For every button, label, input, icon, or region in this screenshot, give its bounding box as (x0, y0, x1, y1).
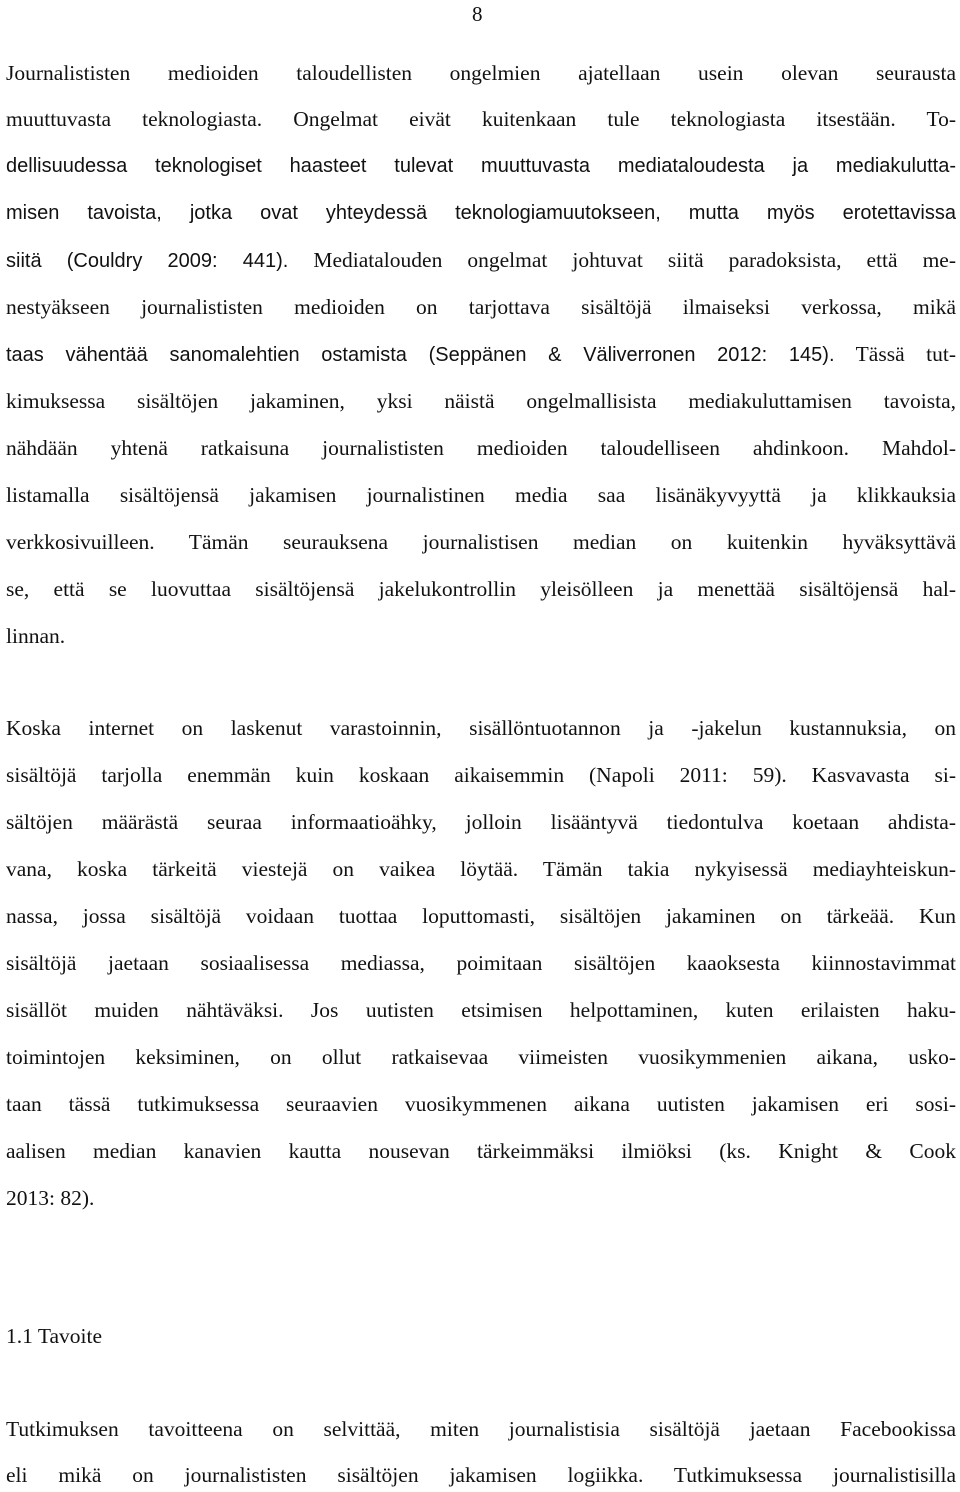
paragraph-line: nähdään yhtenä ratkaisuna journalististen medioiden taloudelliseen ahdinkoon. Mahdol- (6, 436, 956, 460)
paragraph-line-segment: Mediatalouden ongelmat johtuvat siitä paradoksista, että me- (288, 248, 956, 272)
section-heading: 1.1 Tavoite (6, 1324, 103, 1348)
paragraph-line: linnan. (6, 624, 66, 648)
paragraph-line: Koska internet on laskenut varastoinnin, sisällöntuotannon ja -jakelun kustannuksia, on (6, 716, 956, 740)
paragraph-line: verkkosivuilleen. Tämän seurauksena journalistisen median on kuitenkin hyväksyttävä (6, 530, 956, 554)
page-number: 8 (472, 2, 483, 26)
paragraph-line: sältöjen määrästä seuraa informaatioähky, jolloin lisääntyvä tiedontulva koetaan ahdista- (6, 810, 956, 834)
paragraph-line: sisältöjä tarjolla enemmän kuin koskaan aikaisemmin (Napoli 2011: 59). Kasvavasta si- (6, 763, 956, 787)
paragraph-line: vana, koska tärkeitä viestejä on vaikea löytää. Tämän takia nykyisessä mediayhteiskun- (6, 857, 956, 881)
paragraph-line: taan tässä tutkimuksessa seuraavien vuosikymmenen aikana uutisten jakamisen eri sosi- (6, 1092, 956, 1116)
paragraph-line (6, 340, 956, 369)
paragraph-line: muuttuvasta teknologiasta. Ongelmat eivät kuitenkaan tule teknologiasta itsestään. To- (6, 107, 956, 131)
paragraph-line: nassa, jossa sisältöjä voidaan tuottaa loputtomasti, sisältöjen jakaminen on tärkeää. Kun (6, 904, 956, 928)
paragraph-line-segment: Tässä tut- (834, 342, 956, 366)
paragraph-line: kimuksessa sisältöjen jakaminen, yksi näistä ongelmallisista mediakuluttamisen tavoista, (6, 389, 956, 413)
paragraph-line: dellisuudessa teknologiset haasteet tulevat muuttuvasta mediataloudesta ja mediakulutta- (6, 155, 956, 177)
paragraph-line: Journalististen medioiden taloudellisten ongelmien ajatellaan usein olevan seurausta (6, 61, 956, 85)
paragraph-line: listamalla sisältöjensä jakamisen journalistinen media saa lisänäkyvyyttä ja klikkauksia (6, 483, 956, 507)
paragraph-line: toimintojen keksiminen, on ollut ratkaisevaa viimeisten vuosikymmenien aikana, usko- (6, 1045, 956, 1069)
paragraph-line-segment: taas vähentää sanomalehtien ostamista (Seppänen & Väliverronen 2012: 145). (6, 344, 835, 366)
paragraph-line: sisältöjä jaetaan sosiaalisessa mediassa, poimitaan sisältöjen kaaoksesta kiinnostavimmat (6, 951, 956, 975)
paragraph-line: nestyäkseen journalististen medioiden on tarjottava sisältöjä ilmaiseksi verkossa, mikä (6, 295, 956, 319)
paragraph-line: Tutkimuksen tavoitteena on selvittää, miten journalistisia sisältöjä jaetaan Facebookissa (6, 1417, 956, 1441)
paragraph-line: se, että se luovuttaa sisältöjensä jakelukontrollin yleisölleen ja menettää sisältöjensä hal- (6, 577, 956, 601)
paragraph-line: eli mikä on journalististen sisältöjen jakamisen logiikka. Tutkimuksessa journalistisilla (6, 1463, 956, 1487)
paragraph-line: misen tavoista, jotka ovat yhteydessä teknologiamuutokseen, mutta myös erotettavissa (6, 202, 956, 224)
paragraph-line-segment: siitä (Couldry 2009: 441). (6, 250, 289, 272)
paragraph-line: aalisen median kanavien kautta nousevan tärkeimmäksi ilmiöksi (ks. Knight & Cook (6, 1139, 956, 1163)
paragraph-line (6, 246, 956, 275)
paragraph-line: 2013: 82). (6, 1186, 95, 1210)
paragraph-line: sisällöt muiden nähtäväksi. Jos uutisten etsimisen helpottaminen, kuten erilaisten haku- (6, 998, 956, 1022)
